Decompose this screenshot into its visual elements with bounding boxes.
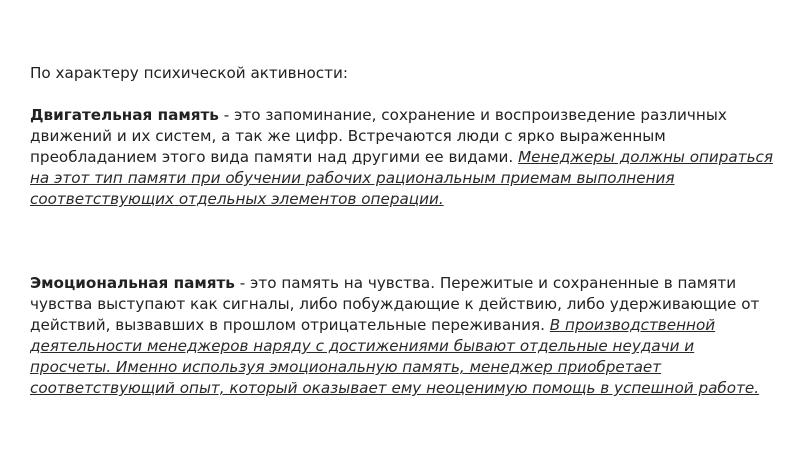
motor-memory-emphasis: Менеджеры должны опираться на этот тип памяти при обучении рабочих рациональным приемам выполнения соответствующих отдельных элементов операции. <box>30 148 774 208</box>
intro-text: По характеру психической активности: <box>30 64 348 82</box>
paragraph-spacer <box>30 210 780 273</box>
emotional-memory-definition: - это память на чувства. Пережитые и сохраненные в памяти чувства выступают как сигналы, либо побуждающие к действию, либо удерживающие от действий, вызвавших в прошлом отрицательные переживания. <box>30 274 760 334</box>
emotional-memory-term: Эмоциональная память <box>30 274 235 292</box>
motor-memory-definition: - это запоминание, сохранение и воспроизведение различных движений и их систем, а так же цифр. Встречаются люди с ярко выраженным преобладанием этого вида памяти над другими ее видами. <box>30 106 727 166</box>
slide-content <box>30 63 780 399</box>
motor-memory-paragraph <box>30 105 780 210</box>
emotional-memory-emphasis: В производственной деятельности менеджеров наряду с достижениями бывают отдельные неудачи и просчеты. Именно используя эмоциональную память, менеджер приобретает соответствующий опыт, который оказывает ему неоценимую помощь в успешной работе. <box>30 316 760 397</box>
motor-memory-term: Двигательная память <box>30 106 219 124</box>
emotional-memory-paragraph <box>30 273 780 399</box>
